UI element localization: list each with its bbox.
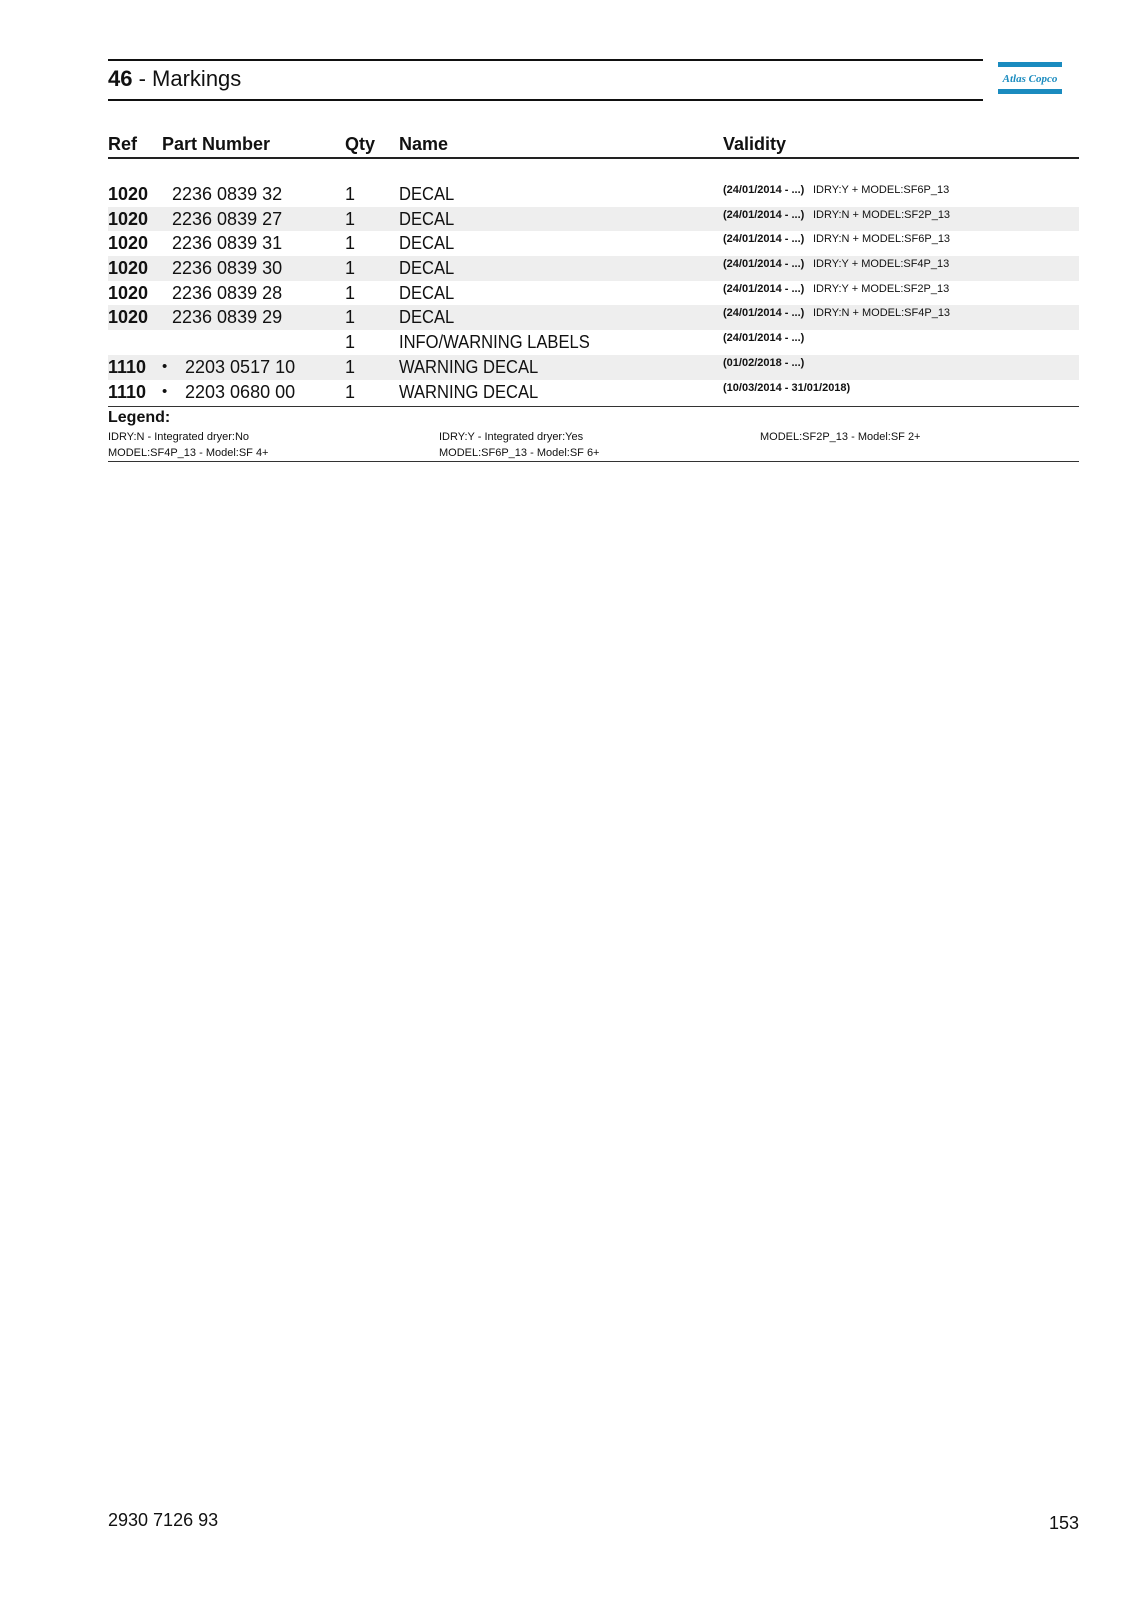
qty-cell: 1 <box>345 356 356 377</box>
ref-cell: 1110 <box>108 356 147 377</box>
legend-divider-bottom <box>108 461 1079 462</box>
sub-item-bullet: • <box>162 382 168 400</box>
name-cell: INFO/WARNING LABELS <box>399 332 590 353</box>
validity-date-cell: (24/01/2014 - ...) <box>723 258 805 271</box>
column-header-ref: Ref <box>108 134 138 154</box>
ref-cell: 1020 <box>108 282 149 303</box>
header-rule-top <box>108 59 983 61</box>
validity-date-cell: (10/03/2014 - 31/01/2018) <box>723 381 851 394</box>
qty-cell: 1 <box>345 307 356 328</box>
part-number-cell: 2236 0839 27 <box>172 208 283 229</box>
name-cell: DECAL <box>399 258 455 279</box>
part-number-cell: 2236 0839 29 <box>172 307 283 328</box>
validity-date-cell: (24/01/2014 - ...) <box>723 208 805 221</box>
legend-divider-top <box>108 406 1079 407</box>
name-cell: DECAL <box>399 282 455 303</box>
legend-item: MODEL:SF6P_13 - Model:SF 6+ <box>439 447 600 459</box>
name-cell: WARNING DECAL <box>399 381 539 402</box>
section-title-text: Markings <box>152 66 242 91</box>
table-row <box>108 305 1079 330</box>
parts-table-body <box>108 182 1079 404</box>
table-row <box>108 380 1079 405</box>
ref-cell: 1020 <box>108 307 149 328</box>
ref-cell: 1020 <box>108 184 149 204</box>
ref-cell: 1020 <box>108 258 149 279</box>
section-separator: - <box>132 66 153 91</box>
qty-cell: 1 <box>345 184 356 204</box>
document-number: 2930 7126 93 <box>108 1510 219 1530</box>
legend-item: MODEL:SF2P_13 - Model:SF 2+ <box>760 431 921 443</box>
qty-cell: 1 <box>345 332 356 353</box>
validity-condition-cell: IDRY:N + MODEL:SF4P_13 <box>813 307 951 320</box>
column-header-validity: Validity <box>723 134 787 154</box>
validity-condition-cell: IDRY:Y + MODEL:SF2P_13 <box>813 282 950 295</box>
validity-date-cell: (01/02/2018 - ...) <box>723 356 805 369</box>
part-number-cell: 2236 0839 32 <box>172 184 283 204</box>
ref-cell: 1020 <box>108 208 149 229</box>
validity-condition-cell: IDRY:Y + MODEL:SF6P_13 <box>813 184 950 196</box>
legend-item: MODEL:SF4P_13 - Model:SF 4+ <box>108 447 269 459</box>
ref-cell: 1110 <box>108 381 147 402</box>
column-header-qty: Qty <box>345 134 376 154</box>
validity-date-cell: (24/01/2014 - ...) <box>723 307 805 320</box>
qty-cell: 1 <box>345 233 356 254</box>
section-number: 46 <box>108 66 133 91</box>
atlas-copco-logo <box>998 62 1062 94</box>
name-cell: WARNING DECAL <box>399 356 539 377</box>
name-cell: DECAL <box>399 184 455 204</box>
part-number-cell: 2236 0839 28 <box>172 282 283 303</box>
validity-date-cell: (24/01/2014 - ...) <box>723 184 805 196</box>
header-rule-bottom <box>108 99 983 101</box>
part-number-cell: 2236 0839 30 <box>172 258 283 279</box>
part-number-cell: 2236 0839 31 <box>172 233 283 254</box>
validity-condition-cell: IDRY:Y + MODEL:SF4P_13 <box>813 258 950 271</box>
qty-cell: 1 <box>345 282 356 303</box>
part-number-cell: 2203 0680 00 <box>185 381 296 402</box>
validity-date-cell: (24/01/2014 - ...) <box>723 282 805 295</box>
validity-date-cell: (24/01/2014 - ...) <box>723 233 805 246</box>
legend-item: IDRY:Y - Integrated dryer:Yes <box>439 431 584 443</box>
part-number-cell: 2203 0517 10 <box>185 356 296 377</box>
validity-condition-cell: IDRY:N + MODEL:SF2P_13 <box>813 208 951 221</box>
validity-condition-cell: IDRY:N + MODEL:SF6P_13 <box>813 233 951 246</box>
qty-cell: 1 <box>345 258 356 279</box>
header-divider <box>108 157 1079 159</box>
svg-text:Atlas Copco: Atlas Copco <box>1002 73 1058 85</box>
table-row <box>108 330 1079 355</box>
qty-cell: 1 <box>345 381 356 402</box>
column-header-name: Name <box>399 134 449 154</box>
page-number: 153 <box>1048 1513 1079 1533</box>
validity-date-cell: (24/01/2014 - ...) <box>723 332 805 345</box>
column-header-part-number: Part Number <box>162 134 271 154</box>
name-cell: DECAL <box>399 307 455 328</box>
name-cell: DECAL <box>399 208 455 229</box>
table-row <box>108 355 1079 380</box>
legend-title: Legend: <box>108 409 171 426</box>
legend-item: IDRY:N - Integrated dryer:No <box>108 431 250 443</box>
section-title <box>108 64 241 94</box>
sub-item-bullet: • <box>162 357 168 375</box>
name-cell: DECAL <box>399 233 455 254</box>
ref-cell: 1020 <box>108 233 149 254</box>
qty-cell: 1 <box>345 208 356 229</box>
